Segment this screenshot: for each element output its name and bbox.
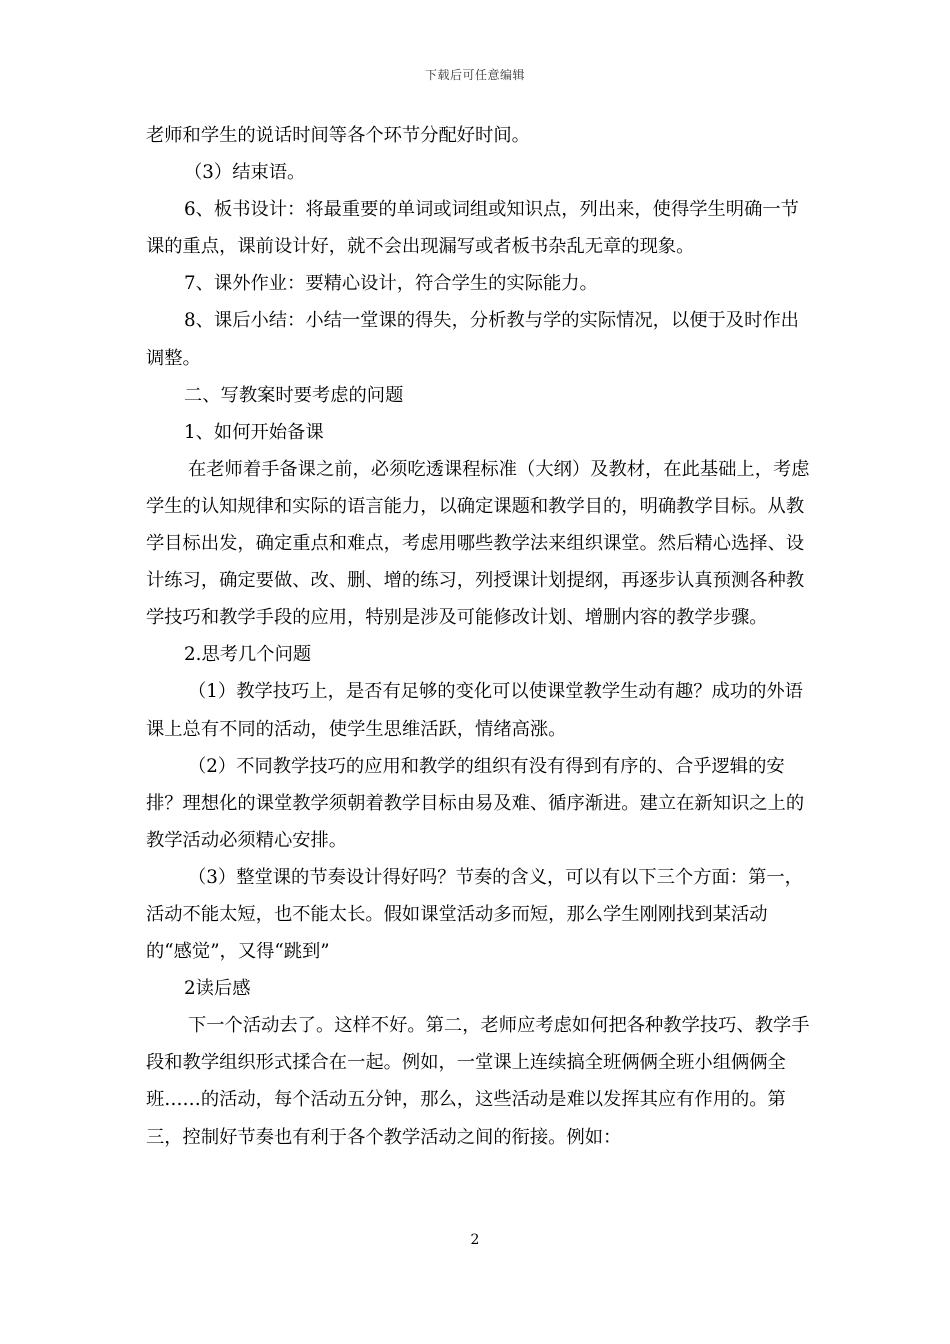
section-heading-lesson-plan-issues: 二、写教案时要考虑的问题 — [184, 384, 404, 406]
subheading-reflection: 2读后感 — [184, 978, 251, 1000]
paragraph-question-1: （1）教学技巧上，是否有足够的变化可以使课堂教学生动有趣？成功的外语课上总有不同的活动，使学生思维活跃，情绪高涨。 — [146, 681, 803, 740]
paragraph-lesson-summary: 8、课后小结：小结一堂课的得失，分析教与学的实际情况，以便于及时作出调整。 — [146, 310, 799, 369]
document-body — [146, 117, 810, 1156]
paragraph-question-3: （3）整堂课的节奏设计得好吗？节奏的含义，可以有以下三个方面：第一，活动不能太短，也不能太长。假如课堂活动多而短，那么学生刚刚找到某活动的“感觉”，又得“跳到” — [146, 866, 803, 963]
paragraph-preparation: 在老师着手备课之前，必须吃透课程标准（大纲）及教材，在此基础上，考虑学生的认知规律和实际的语言能力，以确定课题和教学目的，明确教学目标。从教学目标出发，确定重点和难点，考虑用哪些教学法来组织课堂。然后精心选择、设计练习，确定要做、改、删、增的练习，列授课计划提纲，再逐步认真预测各种教学技巧和教学手段的应用，特别是涉及可能修改计划、增删内容的教学步骤。 — [146, 458, 810, 629]
paragraph-blackboard-design: 6、板书设计：将最重要的单词或词组或知识点，列出来，使得学生明确一节课的重点，课前设计好，就不会出现漏写或者板书杂乱无章的现象。 — [146, 199, 799, 258]
paragraph-closing-remarks: （3）结束语。 — [184, 162, 306, 184]
subheading-questions: 2.思考几个问题 — [184, 644, 312, 666]
paragraph-continuation: 老师和学生的说话时间等各个环节分配好时间。 — [146, 125, 530, 146]
paragraph-rhythm: 下一个活动去了。这样不好。第二，老师应考虑如何把各种教学技巧、教学手段和教学组织形式揉合在一起。例如，一堂课上连续搞全班俩俩全班小组俩俩全班……的活动，每个活动五分钟，那么，这些活动是难以发挥其应有作用的。第三，控制好节奏也有利于各个教学活动之间的衔接。例如： — [146, 1015, 810, 1148]
page-header: 下载后可任意编辑 — [424, 68, 525, 82]
paragraph-question-2: （2）不同教学技巧的应用和教学的组织有没有得到有序的、合乎逻辑的安排？理想化的课堂教学须朝着教学目标由易及难、循序渐进。建立在新知识之上的教学活动必须精心安排。 — [146, 755, 805, 851]
subheading-how-to-prepare: 1、如何开始备课 — [184, 421, 324, 443]
paragraph-homework: 7、课外作业：要精心设计，符合学生的实际能力。 — [184, 273, 598, 295]
page-number: 2 — [470, 1232, 480, 1248]
